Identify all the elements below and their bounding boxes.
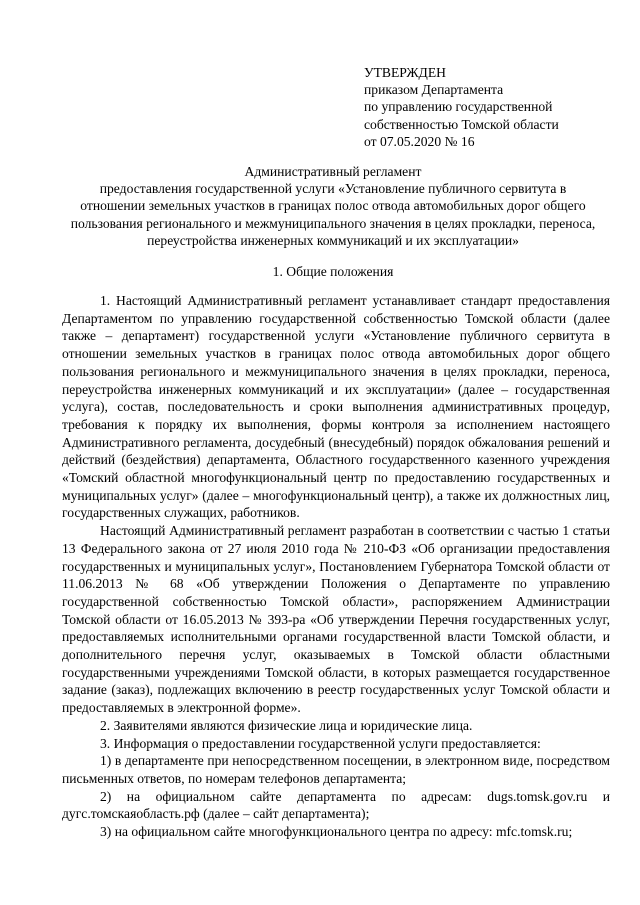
title-line: отношении земельных участков в границах полос отвода автомобильных дорог общего bbox=[80, 198, 586, 214]
paragraph: 3. Информация о предоставлении государственной услуги предоставляется: bbox=[100, 735, 541, 751]
document-title bbox=[58, 163, 608, 249]
title-line: Административный регламент bbox=[244, 164, 422, 179]
paragraph: 1. Настоящий Административный регламент устанавливает стандарт предоставления Департаментом по управлению государственной собственностью Томской области (далее также – департамент) государственной услуги «Установление публичного сервитута в отношении земельных участков в границах полос отвода автомобильных дорог общего пользования регионального и межмуниципального значения в целях прокладки, переноса, переустройства инженерных коммуникаций и их эксплуатации» (далее – государственная услуга), состав, последовательность и сроки выполнения административных процедур, требования к порядку их выполнения, формы контроля за исполнением настоящего Административного регламента, досудебный (внесудебный) порядок обжалования решений и действий (бездействия) департамента, Областного государственного казенного учреждения «Томский областной многофункциональный центр по предоставлению государственных и муниципальных услуг» (далее – многофункциональный центр), а также их должностных лиц, государственных служащих, работников. bbox=[62, 293, 610, 521]
title-line: переустройства инженерных коммуникаций и их эксплуатации» bbox=[147, 232, 519, 248]
document-body bbox=[62, 292, 610, 841]
paragraph: Настоящий Административный регламент разработан в соответствии с частью 1 статьи 13 Федерального закона от 27 июля 2010 года № 210-ФЗ «Об организации предоставления государственных и муниципальных услуг», Постановлением Губернатора Томской области от 11.06.2013 № 68 «Об утверждении Положения о Департаменте по управлению государственной собственностью Томской области», распоряжением Администрации Томской области от 16.05.2013 № 393-ра «Об утверждении Перечня государственных услуг, предоставляемых исполнительными органами государственной власти Томской области, и дополнительного перечня услуг, оказываемых в Томской области областными государственными учреждениями Томской области, в которых размещается государственное задание (заказ), подлежащих включению в реестр государственных услуг Томской области и предоставляемых в электронной форме». bbox=[62, 523, 610, 716]
approval-line: собственностью Томской области bbox=[364, 116, 559, 132]
approval-line: от 07.05.2020 № 16 bbox=[364, 133, 475, 149]
title-line: предоставления государственной услуги «Установление публичного сервитута в bbox=[99, 181, 567, 197]
approval-line: приказом Департамента bbox=[364, 82, 504, 98]
approval-line: УТВЕРЖДЕН bbox=[364, 65, 446, 80]
paragraph: 2. Заявителями являются физические лица и юридические лица. bbox=[100, 717, 473, 733]
paragraph: 2) на официальном сайте департамента по адресам: dugs.tomsk.gov.ru и дугс.томскаяобласть.рф (далее – сайт департамента); bbox=[62, 788, 610, 822]
approval-line: по управлению государственной bbox=[364, 99, 553, 115]
section-heading: 1. Общие положения bbox=[272, 264, 394, 279]
title-line: пользования регионального и межмуниципального значения в целях прокладки, переноса, bbox=[70, 215, 596, 231]
approval-stamp bbox=[364, 64, 559, 150]
paragraph: 1) в департаменте при непосредственном посещении, в электронном виде, посредством письменных ответов, по номерам телефонов департамента; bbox=[62, 753, 610, 786]
paragraph: 3) на официальном сайте многофункционального центра по адресу: mfc.tomsk.ru; bbox=[100, 824, 573, 840]
